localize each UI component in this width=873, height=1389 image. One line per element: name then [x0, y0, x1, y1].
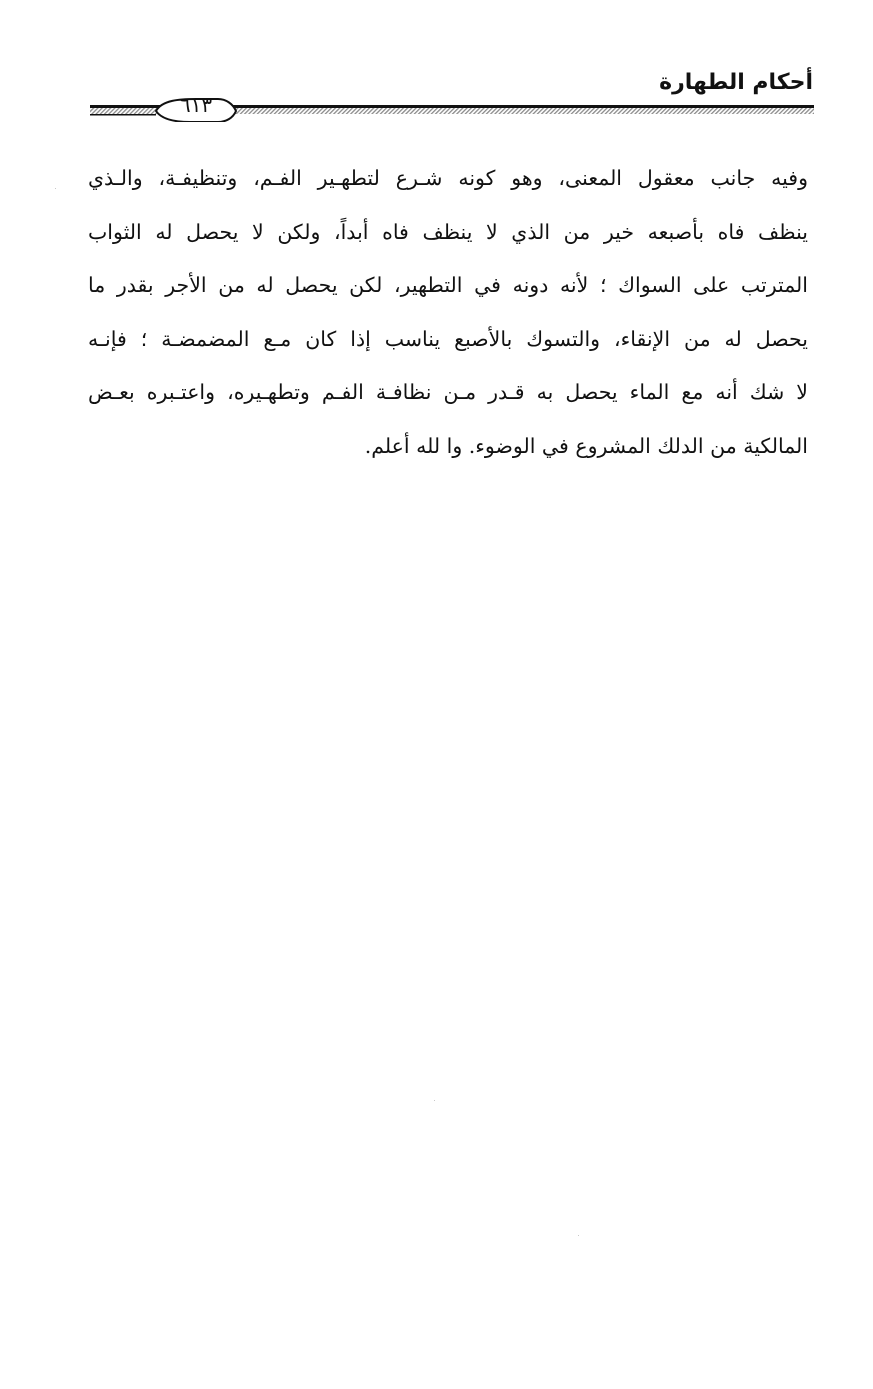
- page-number: ٦١٣: [179, 93, 213, 117]
- scan-speck: [55, 188, 56, 189]
- body-paragraph: [88, 152, 808, 473]
- scan-speck: [578, 1235, 579, 1236]
- text-line: لا شك أنه مع الماء يحصل به قـدر مـن نظافـة الفـم وتطهـيره، واعتـبره بعـض: [88, 380, 808, 404]
- text-line: المالكية من الدلك المشروع في الوضوء. وا لله أعلم.: [364, 433, 808, 458]
- text-line: ينظف فاه بأصبعه خير من الذي لا ينظف فاه أبداً، ولكن لا يحصل له الثواب: [88, 219, 808, 244]
- text-line: يحصل له من الإنقاء، والتسوك بالأصبع يناسب إذا كان مـع المضمضـة ؛ فإنـه: [88, 326, 808, 351]
- text-line: المترتب على السواك ؛ لأنه دونه في التطهير، لكن يحصل له من الأجر بقدر ما: [88, 273, 808, 297]
- rule-bottom-left-line: [90, 114, 156, 116]
- scan-speck: [434, 1100, 435, 1101]
- running-title: أحكام الطهارة: [659, 70, 813, 95]
- text-line: وفيه جانب معقول المعنى، وهو كونه شـرع لتطهـير الفـم، وتنظيفـة، والـذي: [88, 166, 808, 190]
